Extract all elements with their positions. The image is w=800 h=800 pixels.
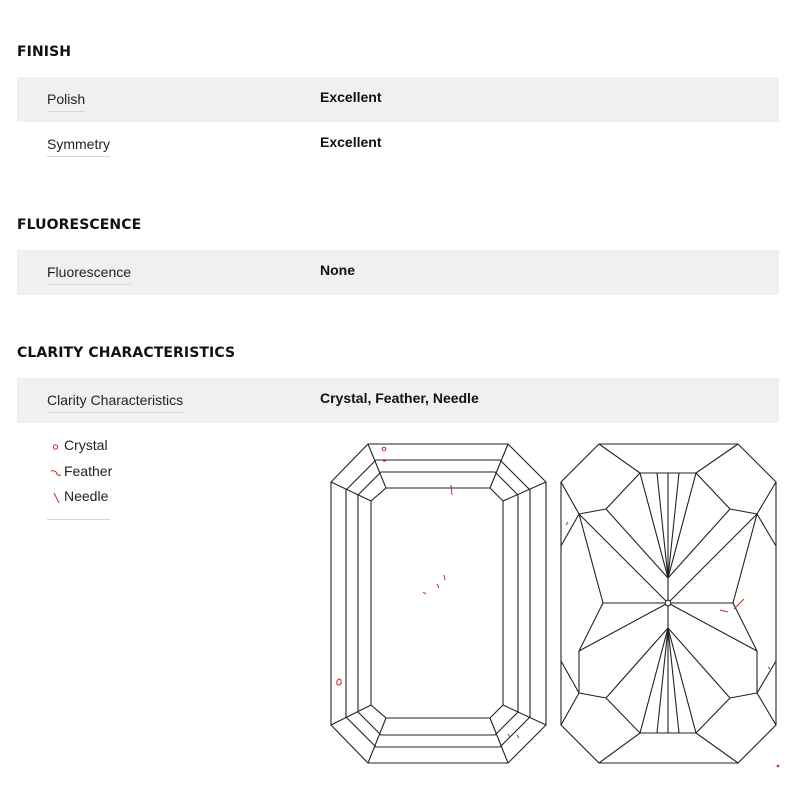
pavilion-facet-edge	[561, 514, 579, 546]
legend-item-needle	[47, 487, 110, 513]
pavilion-crystal-mark	[777, 765, 779, 767]
pavilion-facet-edge	[696, 733, 738, 763]
clarity-title: CLARITY CHARACTERISTICS	[17, 345, 236, 361]
legend-item-crystal	[47, 436, 110, 462]
legend-label-crystal: Crystal	[64, 437, 108, 453]
crown-table	[371, 488, 503, 718]
clarity-value: Crystal, Feather, Needle	[320, 390, 479, 406]
needle-icon	[51, 488, 65, 506]
pavilion-facet-edge	[757, 514, 776, 546]
crown-needle-mark	[437, 584, 439, 588]
symmetry-value: Excellent	[320, 134, 382, 150]
pavilion-needle-mark	[720, 610, 728, 612]
symmetry-row	[17, 122, 779, 167]
pavilion-culet	[665, 600, 671, 606]
polish-value: Excellent	[320, 89, 382, 105]
finish-title: FINISH	[17, 44, 72, 60]
crown-view-diagram	[328, 440, 550, 768]
pavilion-view-diagram	[558, 440, 780, 768]
pavilion-facet-edge	[668, 473, 679, 578]
crown-needle-mark	[451, 485, 452, 495]
legend-label-feather: Feather	[64, 462, 113, 479]
crown-needle-mark	[517, 735, 519, 738]
pavilion-needle-mark	[768, 667, 770, 669]
crown-needle-mark	[444, 575, 445, 580]
inclusion-legend	[47, 436, 113, 520]
polish-row	[17, 77, 779, 122]
pavilion-facet-edge	[599, 444, 640, 473]
legend-item-feather	[47, 462, 113, 488]
pavilion-facet-edge	[757, 661, 776, 693]
pavilion-needle-mark	[734, 599, 744, 609]
pavilion-facet-edge	[561, 661, 579, 693]
symmetry-label: Symmetry	[47, 136, 110, 157]
fluorescence-row	[17, 250, 779, 295]
polish-label: Polish	[47, 91, 85, 112]
crystal-icon	[51, 437, 65, 455]
crown-girdle-outline	[331, 444, 546, 763]
clarity-row	[17, 378, 779, 423]
fluorescence-title: FLUORESCENCE	[17, 217, 142, 233]
pavilion-needle-mark	[566, 522, 568, 525]
pavilion-facet-edge	[657, 473, 668, 578]
crown-needle-mark	[508, 734, 510, 737]
pavilion-facet-edge	[657, 628, 668, 733]
crown-needle-mark	[423, 592, 426, 594]
crown-step-1	[346, 460, 530, 747]
pavilion-facet-edge	[599, 733, 640, 763]
feather-icon	[51, 463, 65, 481]
crown-feather-mark	[337, 679, 342, 685]
pavilion-facet-edge	[668, 628, 679, 733]
fluorescence-value: None	[320, 262, 355, 278]
pavilion-facet-edge	[696, 444, 738, 473]
crown-step-2	[358, 472, 518, 735]
clarity-label: Clarity Characteristics	[47, 392, 183, 413]
fluorescence-label: Fluorescence	[47, 264, 131, 285]
legend-label-needle: Needle	[64, 488, 109, 504]
crown-crystal-mark	[382, 447, 386, 451]
